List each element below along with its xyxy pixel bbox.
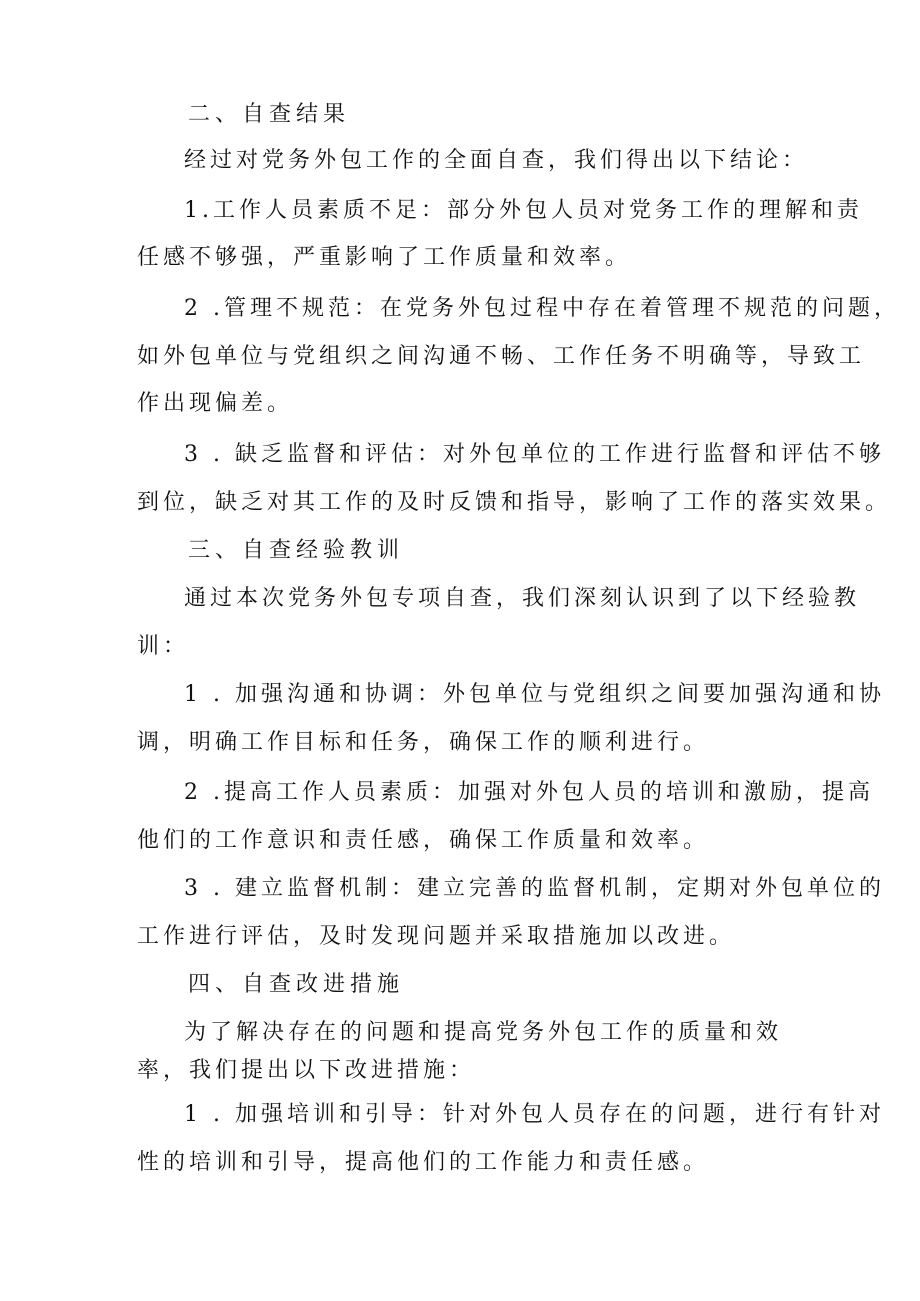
paragraph-line: 通过本次党务外包专项自查，我们深刻认识到了以下经验教 <box>184 586 861 611</box>
paragraph-line: 2 .提高工作人员素质：加强对外包人员的培训和激励，提高 <box>184 780 874 805</box>
paragraph-line: 训： <box>137 634 190 659</box>
paragraph-line: 调，明确工作目标和任务，确保工作的顺利进行。 <box>137 730 710 755</box>
paragraph-line: 如外包单位与党组织之间沟通不畅、工作任务不明确等，导致工 <box>137 344 866 369</box>
paragraph-line: 3 . 缺乏监督和评估：对外包单位的工作进行监督和评估不够 <box>184 442 885 467</box>
paragraph-line: 工作进行评估，及时发现问题并采取措施加以改进。 <box>137 924 736 949</box>
paragraph-line: 任感不够强，严重影响了工作质量和效率。 <box>137 245 632 270</box>
paragraph-line: 1.工作人员素质不足：部分外包人员对党务工作的理解和责 <box>184 198 863 223</box>
paragraph-line: 3 . 建立监督机制：建立完善的监督机制，定期对外包单位的 <box>184 876 885 901</box>
paragraph-line: 1 . 加强沟通和协调：外包单位与党组织之间要加强沟通和协 <box>184 682 885 707</box>
paragraph-line: 性的培训和引导，提高他们的工作能力和责任感。 <box>137 1150 710 1175</box>
paragraph-line: 2 .管理不规范：在党务外包过程中存在着管理不规范的问题， <box>184 296 900 321</box>
section-heading-improvements: 四、自查改进措施 <box>188 972 405 997</box>
paragraph-line: 经过对党务外包工作的全面自查，我们得出以下结论： <box>184 148 809 173</box>
section-heading-results: 二、自查结果 <box>188 102 351 127</box>
paragraph-line: 到位，缺乏对其工作的及时反馈和指导，影响了工作的落实效果。 <box>137 490 892 515</box>
paragraph-line: 1 . 加强培训和引导：针对外包人员存在的问题，进行有针对 <box>184 1102 885 1127</box>
section-heading-lessons: 三、自查经验教训 <box>188 538 405 563</box>
paragraph-line: 率，我们提出以下改进措施： <box>137 1058 476 1083</box>
paragraph-line: 作出现偏差。 <box>137 391 294 416</box>
paragraph-line: 为了解决存在的问题和提高党务外包工作的质量和效 <box>184 1020 783 1045</box>
paragraph-line: 他们的工作意识和责任感，确保工作质量和效率。 <box>137 828 710 853</box>
